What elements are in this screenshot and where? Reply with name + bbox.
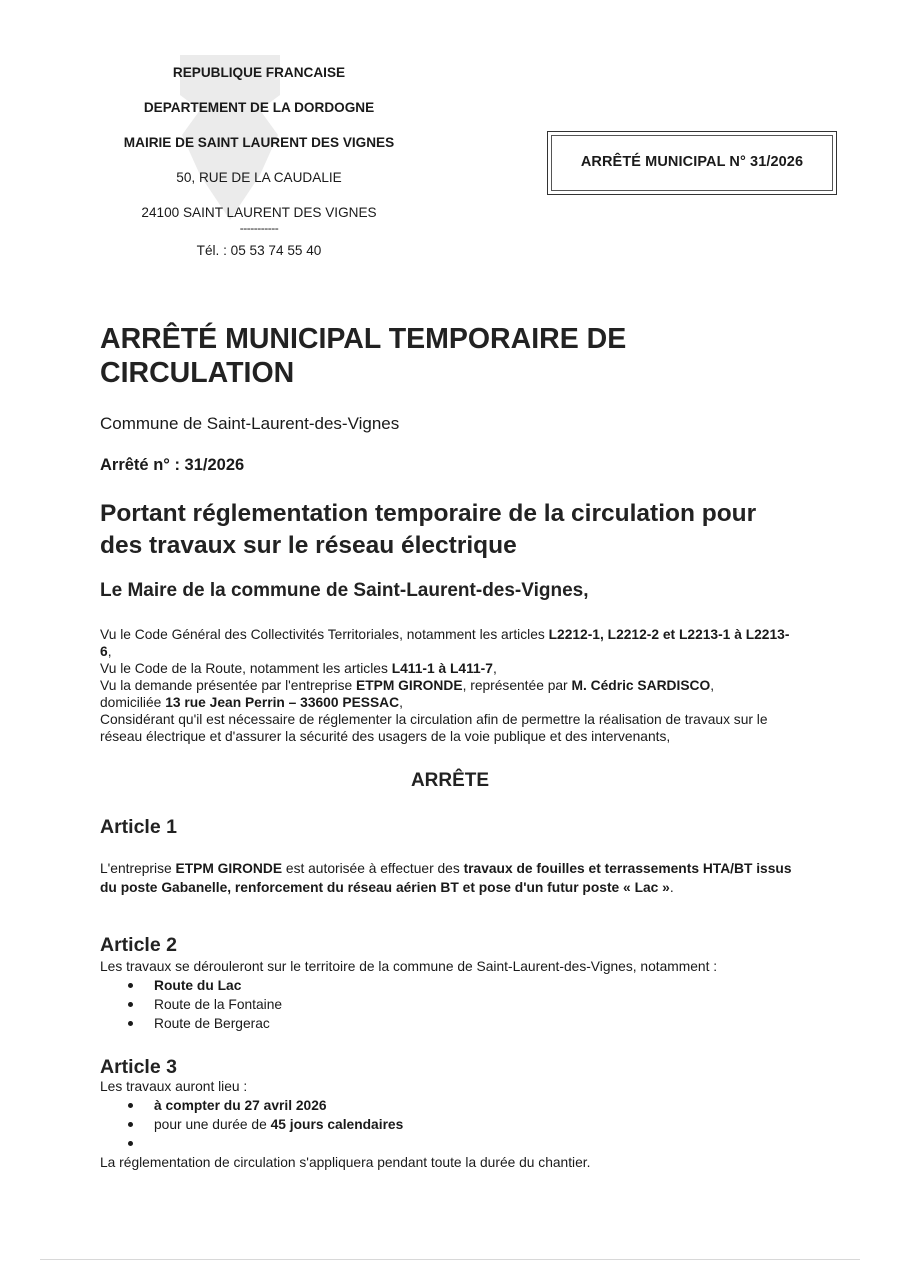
subject-heading: Portant réglementation temporaire de la circulation pour des travaux sur le réseau électrique (100, 500, 757, 559)
page-edge-line (40, 1259, 860, 1260)
article-2-heading: Article 2 (100, 934, 177, 956)
list-item: à compter du 27 avril 2026 (100, 1096, 800, 1115)
visas-block (100, 626, 800, 745)
header-postcode: 24100 SAINT LAURENT DES VIGNES (141, 205, 377, 220)
article-2-streets (100, 976, 800, 1033)
commune-name: Commune de Saint-Laurent-des-Vignes (100, 414, 400, 433)
list-item (100, 1134, 800, 1153)
visa-code-route: Vu le Code de la Route, notamment les articles L411-1 à L411-7, (100, 661, 497, 676)
article-3-body (100, 1077, 800, 1172)
document-title: ARRÊTÉ MUNICIPAL TEMPORAIRE DE CIRCULATION (100, 323, 627, 389)
header-mairie: MAIRIE DE SAINT LAURENT DES VIGNES (123, 135, 395, 150)
article-1-heading: Article 1 (100, 816, 177, 838)
arrete-number: Arrêté n° : 31/2026 (100, 456, 245, 474)
header-phone: Tél. : 05 53 74 55 40 (196, 243, 322, 258)
article-3-dates (100, 1096, 800, 1153)
list-item: Route de Bergerac (100, 1014, 800, 1033)
list-item: Route de la Fontaine (100, 995, 800, 1014)
header-address: 50, RUE DE LA CAUDALIE (176, 170, 342, 185)
arrete-heading: ARRÊTE (410, 770, 490, 791)
article-3-heading: Article 3 (100, 1056, 177, 1078)
article-2-body (100, 957, 800, 1033)
article-2-intro: Les travaux se dérouleront sur le territoire de la commune de Saint-Laurent-des-Vignes, notamment : (100, 959, 718, 974)
visa-domicile: domiciliée 13 rue Jean Perrin – 33600 PESSAC, (100, 695, 403, 710)
list-item: Route du Lac (100, 976, 800, 995)
header-separator: ----------- (239, 221, 279, 235)
visa-considerant: Considérant qu'il est nécessaire de réglementer la circulation afin de permettre la réalisation de travaux sur le réseau électrique et d'assurer la sécurité des usagers de la voie publique et des intervenants, (100, 712, 768, 744)
article-3-closing: La réglementation de circulation s'appliquera pendant toute la durée du chantier. (100, 1155, 591, 1170)
article-1-body: L'entreprise ETPM GIRONDE est autorisée à effectuer des travaux de fouilles et terrassements HTA/BT issus du poste Gabanelle, renforcement du réseau aérien BT et pose d'un futur poste « Lac ». (100, 861, 792, 895)
reference-box (547, 131, 837, 195)
header-republique: REPUBLIQUE FRANCAISE (172, 65, 346, 80)
header-departement: DEPARTEMENT DE LA DORDOGNE (143, 100, 375, 115)
list-item: pour une durée de 45 jours calendaires (100, 1115, 800, 1134)
maire-statement: Le Maire de la commune de Saint-Laurent-des-Vignes, (100, 580, 589, 601)
visa-cgct: Vu le Code Général des Collectivités Territoriales, notamment les articles L2212-1, L2212-2 et L2213-1 à L2213-6, (100, 627, 790, 659)
reference-number: ARRÊTÉ MUNICIPAL N° 31/2026 (580, 154, 804, 170)
visa-demande: Vu la demande présentée par l'entreprise ETPM GIRONDE, représentée par M. Cédric SARDISCO, (100, 678, 715, 693)
article-3-intro: Les travaux auront lieu : (100, 1079, 248, 1094)
